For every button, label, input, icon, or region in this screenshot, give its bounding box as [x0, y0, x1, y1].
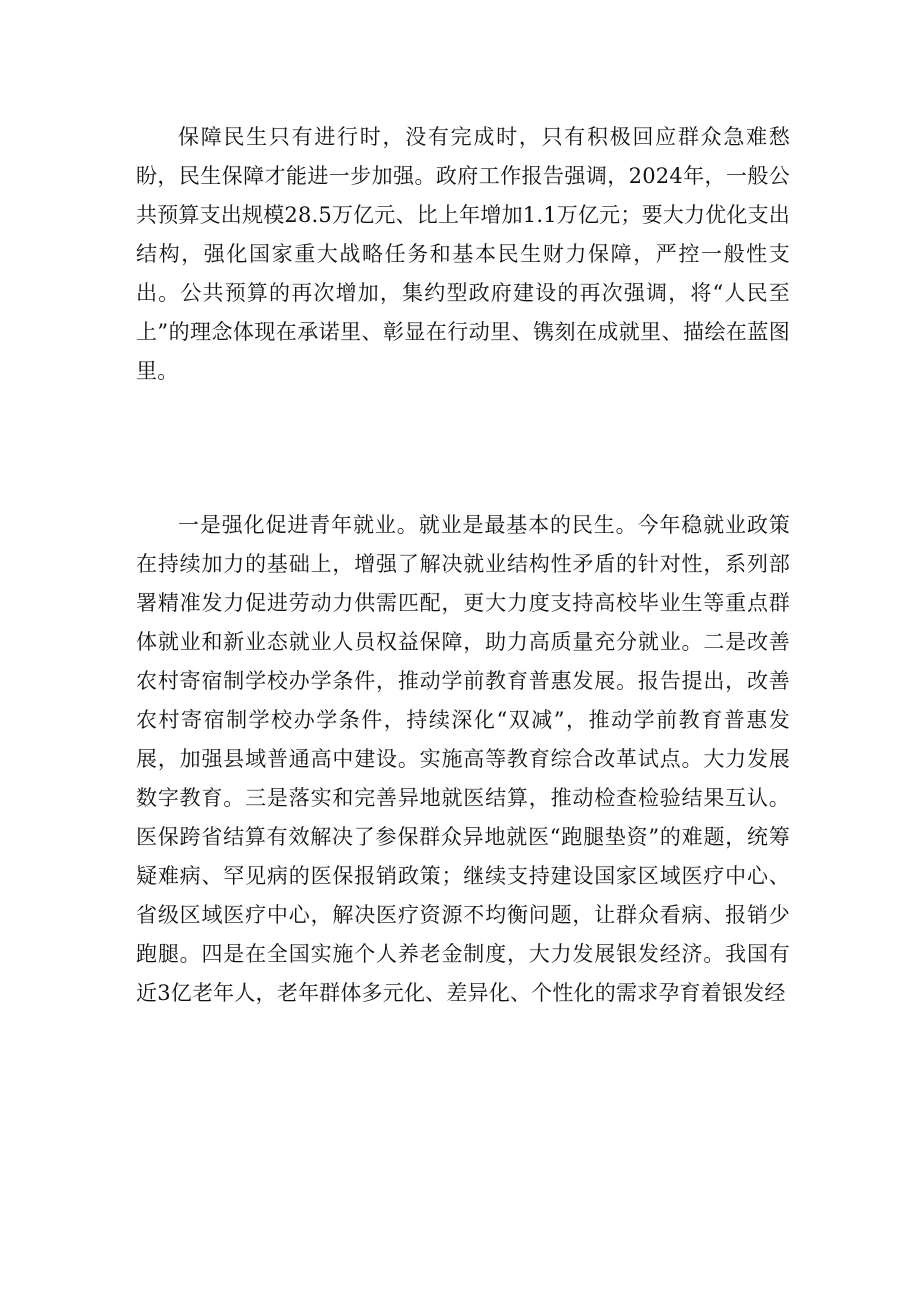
- paragraph-livelihood-budget: 保障民生只有进行时，没有完成时，只有积极回应群众急难愁盼，民生保障才能进一步加强。政府工作报告强调，2024年，一般公共预算支出规模28.5万亿元、比上年增加1.1万亿元；要大力优化支出结构，强化国家重大战略任务和基本民生财力保障，严控一般性支出。公共预算的再次增加，集约型政府建设的再次强调，将“人民至上”的理念体现在承诺里、彰显在行动里、镌刻在成就里、描绘在蓝图里。: [136, 125, 790, 383]
- paragraph-livelihood-measures: 一是强化促进青年就业。就业是最基本的民生。今年稳就业政策在持续加力的基础上，增强了解决就业结构性矛盾的针对性，系列部署精准发力促进劳动力供需匹配，更大力度支持高校毕业生等重点群体就业和新业态就业人员权益保障，助力高质量充分就业。二是改善农村寄宿制学校办学条件，推动学前教育普惠发展。报告提出，改善农村寄宿制学校办学条件，持续深化“双减”，推动学前教育普惠发展，加强县域普通高中建设。实施高等教育综合改革试点。大力发展数字教育。三是落实和完善异地就医结算，推动检查检验结果互认。医保跨省结算有效解决了参保群众异地就医“跑腿垫资”的难题，统筹疑难病、罕见病的医保报销政策；继续支持建设国家区域医疗中心、省级区域医疗中心，解决医疗资源不均衡问题，让群众看病、报销少跑腿。四是在全国实施个人养老金制度，大力发展银发经济。我国有近3亿老年人，老年群体多元化、差异化、个性化的需求孕育着银发经: [136, 513, 790, 1005]
